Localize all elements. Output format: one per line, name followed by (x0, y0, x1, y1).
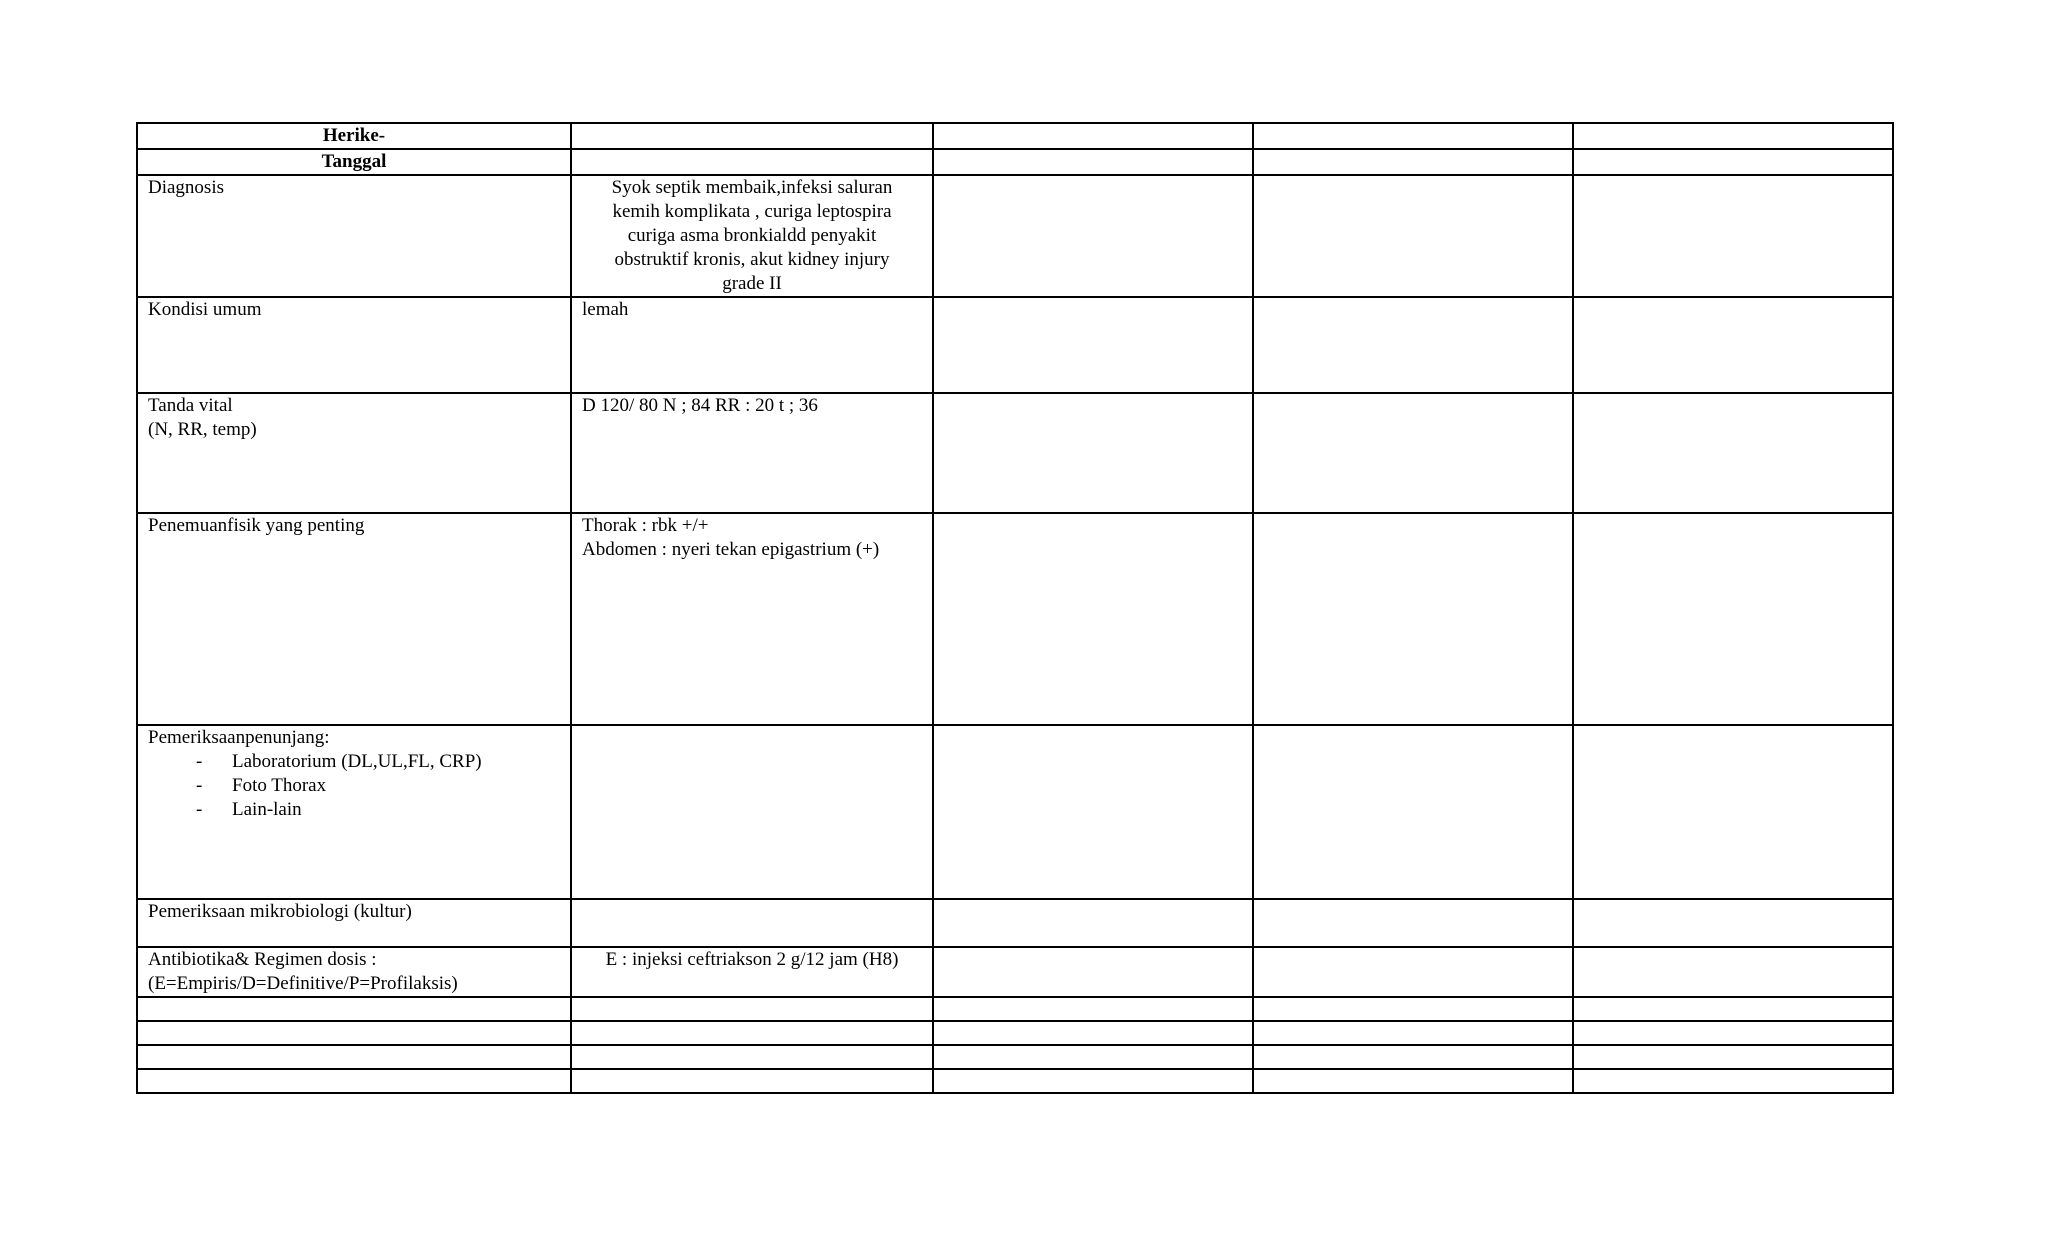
antibiotika-label-cell (137, 947, 571, 997)
clinical-record-table (136, 122, 1894, 1094)
tanda-vital-cell-day-2[interactable] (933, 393, 1253, 513)
regimen-empty-cell[interactable] (137, 997, 571, 1021)
list-item (196, 774, 560, 798)
kondisi-umum-cell-day-3[interactable] (1253, 297, 1573, 393)
penemuan-fisik-text-line: Abdomen : nyeri tekan epigastrium (+) (582, 539, 880, 560)
pemeriksaan-penunjang-label: Pemeriksaanpenunjang: (148, 727, 330, 748)
diagnosis-text-line: obstruktif kronis, akut kidney injury (614, 249, 890, 270)
regimen-empty-cell[interactable] (1253, 997, 1573, 1021)
list-item (196, 750, 560, 774)
kondisi-umum-row (137, 297, 1893, 393)
regimen-empty-row (137, 997, 1893, 1021)
tanda-vital-row (137, 393, 1893, 513)
list-item-text: Foto Thorax (232, 775, 327, 796)
diagnosis-text-line: Syok septik membaik,infeksi saluran (611, 177, 893, 198)
regimen-empty-cell[interactable] (571, 997, 933, 1021)
regimen-empty-cell[interactable] (933, 1021, 1253, 1045)
penemuan-fisik-cell-day-2[interactable] (933, 513, 1253, 725)
antibiotika-sublabel: (E=Empiris/D=Definitive/P=Profilaksis) (148, 973, 458, 994)
tanda-vital-label: Tanda vital (148, 395, 233, 416)
tanda-vital-label-cell (137, 393, 571, 513)
pemeriksaan-penunjang-cell-day-1[interactable] (571, 725, 933, 899)
penemuan-fisik-label: Penemuanfisik yang penting (137, 513, 571, 725)
regimen-empty-cell[interactable] (137, 1021, 571, 1045)
antibiotika-cell-day-1[interactable]: E : injeksi ceftriakson 2 g/12 jam (H8) (571, 947, 933, 997)
regimen-empty-cell[interactable] (571, 1069, 933, 1093)
regimen-empty-cell[interactable] (1573, 1021, 1893, 1045)
diagnosis-text-line: kemih komplikata , curiga leptospira (612, 201, 892, 222)
pemeriksaan-penunjang-row (137, 725, 1893, 899)
diagnosis-cell-day-4[interactable] (1573, 175, 1893, 297)
tanda-vital-cell-day-3[interactable] (1253, 393, 1573, 513)
mikrobiologi-cell-day-2[interactable] (933, 899, 1253, 947)
regimen-empty-cell[interactable] (933, 1045, 1253, 1069)
dash-bullet: - (196, 775, 203, 796)
antibiotika-cell-day-3[interactable] (1253, 947, 1573, 997)
regimen-empty-cell[interactable] (933, 997, 1253, 1021)
tanda-vital-cell-day-1[interactable]: D 120/ 80 N ; 84 RR : 20 t ; 36 (571, 393, 933, 513)
regimen-empty-cell[interactable] (137, 1069, 571, 1093)
tanggal-label: Tanggal (137, 149, 571, 175)
kondisi-umum-cell-day-4[interactable] (1573, 297, 1893, 393)
antibiotika-label: Antibiotika& Regimen dosis : (148, 949, 377, 970)
regimen-empty-cell[interactable] (571, 1021, 933, 1045)
tanggal-row (137, 149, 1893, 175)
regimen-empty-cell[interactable] (137, 1045, 571, 1069)
penemuan-fisik-cell-day-1[interactable] (571, 513, 933, 725)
regimen-empty-cell[interactable] (1573, 1045, 1893, 1069)
diagnosis-label: Diagnosis (137, 175, 571, 297)
penemuan-fisik-row (137, 513, 1893, 725)
antibiotika-cell-day-2[interactable] (933, 947, 1253, 997)
pemeriksaan-penunjang-label-cell (137, 725, 571, 899)
tanggal-cell-day-4[interactable] (1573, 149, 1893, 175)
herike-cell-day-2[interactable] (933, 123, 1253, 149)
mikrobiologi-row (137, 899, 1893, 947)
herike-cell-day-4[interactable] (1573, 123, 1893, 149)
tanda-vital-sublabel: (N, RR, temp) (148, 419, 257, 440)
regimen-empty-cell[interactable] (1253, 1021, 1573, 1045)
regimen-empty-cell[interactable] (1573, 1069, 1893, 1093)
regimen-empty-row (137, 1021, 1893, 1045)
regimen-empty-cell[interactable] (1573, 997, 1893, 1021)
herike-cell-day-3[interactable] (1253, 123, 1573, 149)
tanggal-cell-day-1[interactable] (571, 149, 933, 175)
penemuan-fisik-cell-day-3[interactable] (1253, 513, 1573, 725)
list-item (196, 798, 560, 822)
regimen-empty-row (137, 1045, 1893, 1069)
herike-label: Herike- (137, 123, 571, 149)
regimen-empty-cell[interactable] (571, 1045, 933, 1069)
antibiotika-cell-day-4[interactable] (1573, 947, 1893, 997)
antibiotika-row (137, 947, 1893, 997)
herike-cell-day-1[interactable] (571, 123, 933, 149)
diagnosis-text-line: curiga asma bronkialdd penyakit (627, 225, 877, 246)
diagnosis-cell-day-1[interactable] (571, 175, 933, 297)
kondisi-umum-cell-day-2[interactable] (933, 297, 1253, 393)
regimen-empty-cell[interactable] (1253, 1069, 1573, 1093)
dash-bullet: - (196, 799, 203, 820)
pemeriksaan-penunjang-cell-day-3[interactable] (1253, 725, 1573, 899)
diagnosis-cell-day-2[interactable] (933, 175, 1253, 297)
tanggal-cell-day-2[interactable] (933, 149, 1253, 175)
mikrobiologi-label: Pemeriksaan mikrobiologi (kultur) (137, 899, 571, 947)
kondisi-umum-label: Kondisi umum (137, 297, 571, 393)
dash-bullet: - (196, 751, 203, 772)
pemeriksaan-penunjang-cell-day-2[interactable] (933, 725, 1253, 899)
pemeriksaan-penunjang-list (148, 750, 560, 822)
regimen-empty-cell[interactable] (933, 1069, 1253, 1093)
diagnosis-text-line: grade II (722, 273, 782, 294)
mikrobiologi-cell-day-4[interactable] (1573, 899, 1893, 947)
regimen-empty-row (137, 1069, 1893, 1093)
pemeriksaan-penunjang-cell-day-4[interactable] (1573, 725, 1893, 899)
tanda-vital-cell-day-4[interactable] (1573, 393, 1893, 513)
list-item-text: Lain-lain (232, 799, 302, 820)
tanggal-cell-day-3[interactable] (1253, 149, 1573, 175)
herike-row (137, 123, 1893, 149)
regimen-empty-cell[interactable] (1253, 1045, 1573, 1069)
diagnosis-row (137, 175, 1893, 297)
kondisi-umum-cell-day-1[interactable]: lemah (571, 297, 933, 393)
mikrobiologi-cell-day-3[interactable] (1253, 899, 1573, 947)
penemuan-fisik-text-line: Thorak : rbk +/+ (582, 515, 709, 536)
list-item-text: Laboratorium (DL,UL,FL, CRP) (232, 751, 482, 772)
mikrobiologi-cell-day-1[interactable] (571, 899, 933, 947)
penemuan-fisik-cell-day-4[interactable] (1573, 513, 1893, 725)
diagnosis-cell-day-3[interactable] (1253, 175, 1573, 297)
